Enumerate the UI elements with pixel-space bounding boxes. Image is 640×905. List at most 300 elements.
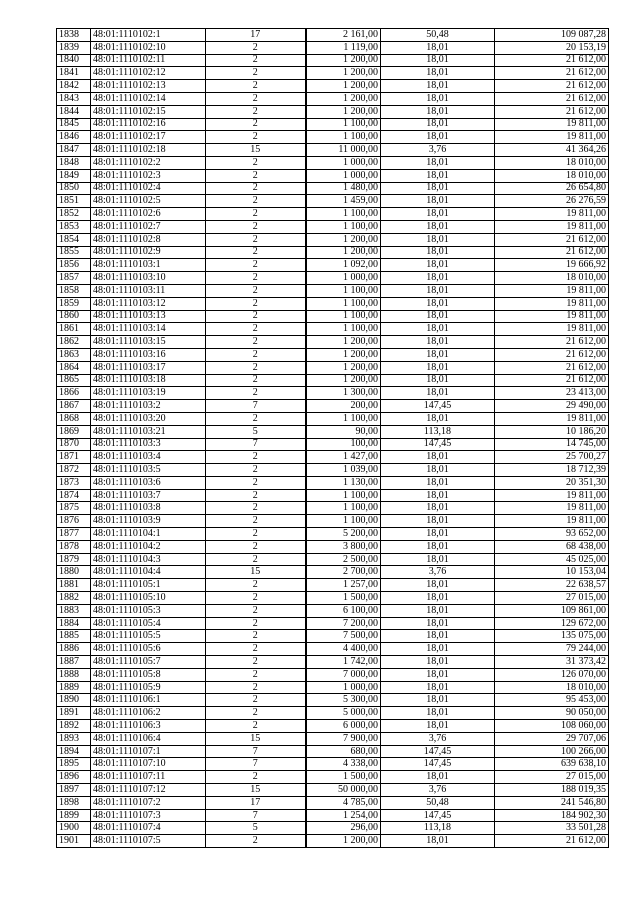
row-number: 1890 bbox=[57, 694, 91, 707]
area-value: 1 300,00 bbox=[306, 387, 381, 400]
cadastral-number: 48:01:1110103:11 bbox=[91, 284, 206, 297]
area-value: 1 000,00 bbox=[306, 169, 381, 182]
cadastral-number: 48:01:1110102:15 bbox=[91, 105, 206, 118]
group-code: 2 bbox=[206, 361, 306, 374]
table-row bbox=[57, 67, 609, 80]
rate-value: 18,01 bbox=[381, 259, 495, 272]
rate-value: 18,01 bbox=[381, 156, 495, 169]
group-code: 2 bbox=[206, 259, 306, 272]
cadastral-value: 19 811,00 bbox=[495, 284, 609, 297]
rate-value: 18,01 bbox=[381, 41, 495, 54]
cadastral-value: 18 010,00 bbox=[495, 156, 609, 169]
area-value: 4 338,00 bbox=[306, 758, 381, 771]
row-number: 1876 bbox=[57, 515, 91, 528]
cadastral-value: 109 861,00 bbox=[495, 604, 609, 617]
cadastral-value: 21 612,00 bbox=[495, 54, 609, 67]
rate-value: 50,48 bbox=[381, 29, 495, 42]
row-number: 1860 bbox=[57, 310, 91, 323]
rate-value: 18,01 bbox=[381, 220, 495, 233]
table-row bbox=[57, 246, 609, 259]
rate-value: 18,01 bbox=[381, 387, 495, 400]
rate-value: 18,01 bbox=[381, 195, 495, 208]
table-row bbox=[57, 784, 609, 797]
group-code: 2 bbox=[206, 208, 306, 221]
group-code: 2 bbox=[206, 464, 306, 477]
row-number: 1896 bbox=[57, 771, 91, 784]
table-row bbox=[57, 515, 609, 528]
table-row bbox=[57, 528, 609, 541]
rate-value: 113,18 bbox=[381, 822, 495, 835]
cadastral-value: 18 010,00 bbox=[495, 681, 609, 694]
area-value: 1 100,00 bbox=[306, 310, 381, 323]
table-row bbox=[57, 707, 609, 720]
cadastral-value: 29 707,06 bbox=[495, 732, 609, 745]
group-code: 2 bbox=[206, 118, 306, 131]
cadastral-value: 20 153,19 bbox=[495, 41, 609, 54]
row-number: 1872 bbox=[57, 464, 91, 477]
cadastral-number: 48:01:1110106:2 bbox=[91, 707, 206, 720]
row-number: 1889 bbox=[57, 681, 91, 694]
group-code: 17 bbox=[206, 29, 306, 42]
group-code: 2 bbox=[206, 656, 306, 669]
area-value: 4 400,00 bbox=[306, 643, 381, 656]
cadastral-number: 48:01:1110102:8 bbox=[91, 233, 206, 246]
table-row bbox=[57, 208, 609, 221]
rate-value: 18,01 bbox=[381, 246, 495, 259]
rate-value: 18,01 bbox=[381, 771, 495, 784]
table-row bbox=[57, 233, 609, 246]
row-number: 1862 bbox=[57, 336, 91, 349]
area-value: 6 100,00 bbox=[306, 604, 381, 617]
group-code: 2 bbox=[206, 156, 306, 169]
rate-value: 18,01 bbox=[381, 361, 495, 374]
row-number: 1839 bbox=[57, 41, 91, 54]
cadastral-number: 48:01:1110105:9 bbox=[91, 681, 206, 694]
rate-value: 18,01 bbox=[381, 604, 495, 617]
cadastral-number: 48:01:1110103:6 bbox=[91, 476, 206, 489]
area-value: 4 785,00 bbox=[306, 796, 381, 809]
table-row bbox=[57, 630, 609, 643]
cadastral-value: 108 060,00 bbox=[495, 720, 609, 733]
rate-value: 18,01 bbox=[381, 284, 495, 297]
group-code: 2 bbox=[206, 502, 306, 515]
cadastral-value: 100 266,00 bbox=[495, 745, 609, 758]
rate-value: 147,45 bbox=[381, 745, 495, 758]
table-row bbox=[57, 668, 609, 681]
table-row bbox=[57, 118, 609, 131]
table-row bbox=[57, 348, 609, 361]
rate-value: 18,01 bbox=[381, 451, 495, 464]
rate-value: 18,01 bbox=[381, 528, 495, 541]
rate-value: 18,01 bbox=[381, 502, 495, 515]
cadastral-number: 48:01:1110102:3 bbox=[91, 169, 206, 182]
cadastral-value: 19 811,00 bbox=[495, 220, 609, 233]
group-code: 17 bbox=[206, 796, 306, 809]
group-code: 2 bbox=[206, 233, 306, 246]
area-value: 1 100,00 bbox=[306, 515, 381, 528]
group-code: 15 bbox=[206, 566, 306, 579]
cadastral-number: 48:01:1110102:9 bbox=[91, 246, 206, 259]
rate-value: 18,01 bbox=[381, 668, 495, 681]
area-value: 2 161,00 bbox=[306, 29, 381, 42]
table-row bbox=[57, 105, 609, 118]
group-code: 2 bbox=[206, 668, 306, 681]
group-code: 2 bbox=[206, 246, 306, 259]
cadastral-value: 27 015,00 bbox=[495, 771, 609, 784]
area-value: 1 130,00 bbox=[306, 476, 381, 489]
rate-value: 3,76 bbox=[381, 732, 495, 745]
rate-value: 113,18 bbox=[381, 425, 495, 438]
table-row bbox=[57, 809, 609, 822]
row-number: 1885 bbox=[57, 630, 91, 643]
table-row bbox=[57, 54, 609, 67]
cadastral-number: 48:01:1110103:5 bbox=[91, 464, 206, 477]
cadastral-value: 21 612,00 bbox=[495, 67, 609, 80]
row-number: 1856 bbox=[57, 259, 91, 272]
rate-value: 18,01 bbox=[381, 681, 495, 694]
rate-value: 18,01 bbox=[381, 131, 495, 144]
group-code: 5 bbox=[206, 822, 306, 835]
rate-value: 18,01 bbox=[381, 67, 495, 80]
cadastral-value: 93 652,00 bbox=[495, 528, 609, 541]
group-code: 7 bbox=[206, 758, 306, 771]
group-code: 2 bbox=[206, 374, 306, 387]
rate-value: 18,01 bbox=[381, 105, 495, 118]
cadastral-value: 95 453,00 bbox=[495, 694, 609, 707]
table-row bbox=[57, 144, 609, 157]
cadastral-value: 21 612,00 bbox=[495, 233, 609, 246]
group-code: 7 bbox=[206, 400, 306, 413]
row-number: 1888 bbox=[57, 668, 91, 681]
rate-value: 18,01 bbox=[381, 412, 495, 425]
table-row bbox=[57, 374, 609, 387]
cadastral-value: 18 712,39 bbox=[495, 464, 609, 477]
area-value: 1 200,00 bbox=[306, 361, 381, 374]
cadastral-number: 48:01:1110105:3 bbox=[91, 604, 206, 617]
row-number: 1841 bbox=[57, 67, 91, 80]
cadastral-number: 48:01:1110102:1 bbox=[91, 29, 206, 42]
cadastral-value: 126 070,00 bbox=[495, 668, 609, 681]
group-code: 2 bbox=[206, 387, 306, 400]
cadastral-value: 31 373,42 bbox=[495, 656, 609, 669]
cadastral-number: 48:01:1110102:18 bbox=[91, 144, 206, 157]
cadastral-number: 48:01:1110103:1 bbox=[91, 259, 206, 272]
cadastral-value: 19 811,00 bbox=[495, 502, 609, 515]
table-row bbox=[57, 284, 609, 297]
table-row bbox=[57, 272, 609, 285]
row-number: 1883 bbox=[57, 604, 91, 617]
row-number: 1897 bbox=[57, 784, 91, 797]
cadastral-number: 48:01:1110102:4 bbox=[91, 182, 206, 195]
cadastral-number: 48:01:1110104:2 bbox=[91, 540, 206, 553]
table-row bbox=[57, 220, 609, 233]
group-code: 2 bbox=[206, 348, 306, 361]
group-code: 2 bbox=[206, 720, 306, 733]
table-row bbox=[57, 617, 609, 630]
row-number: 1880 bbox=[57, 566, 91, 579]
rate-value: 147,45 bbox=[381, 438, 495, 451]
row-number: 1869 bbox=[57, 425, 91, 438]
group-code: 2 bbox=[206, 169, 306, 182]
group-code: 2 bbox=[206, 476, 306, 489]
row-number: 1849 bbox=[57, 169, 91, 182]
cadastral-number: 48:01:1110103:19 bbox=[91, 387, 206, 400]
table-row bbox=[57, 464, 609, 477]
area-value: 7 900,00 bbox=[306, 732, 381, 745]
group-code: 2 bbox=[206, 310, 306, 323]
row-number: 1870 bbox=[57, 438, 91, 451]
area-value: 5 200,00 bbox=[306, 528, 381, 541]
group-code: 2 bbox=[206, 553, 306, 566]
area-value: 1 480,00 bbox=[306, 182, 381, 195]
row-number: 1893 bbox=[57, 732, 91, 745]
area-value: 1 200,00 bbox=[306, 374, 381, 387]
cadastral-value: 19 811,00 bbox=[495, 118, 609, 131]
rate-value: 18,01 bbox=[381, 656, 495, 669]
rate-value: 18,01 bbox=[381, 182, 495, 195]
group-code: 15 bbox=[206, 732, 306, 745]
area-value: 1 000,00 bbox=[306, 681, 381, 694]
area-value: 1 200,00 bbox=[306, 246, 381, 259]
row-number: 1898 bbox=[57, 796, 91, 809]
cadastral-value: 23 413,00 bbox=[495, 387, 609, 400]
group-code: 2 bbox=[206, 272, 306, 285]
group-code: 15 bbox=[206, 784, 306, 797]
cadastral-value: 109 087,28 bbox=[495, 29, 609, 42]
rate-value: 18,01 bbox=[381, 476, 495, 489]
cadastral-number: 48:01:1110105:8 bbox=[91, 668, 206, 681]
table-row bbox=[57, 29, 609, 42]
row-number: 1846 bbox=[57, 131, 91, 144]
area-value: 90,00 bbox=[306, 425, 381, 438]
row-number: 1882 bbox=[57, 592, 91, 605]
area-value: 1 100,00 bbox=[306, 284, 381, 297]
cadastral-value: 45 025,00 bbox=[495, 553, 609, 566]
cadastral-number: 48:01:1110103:21 bbox=[91, 425, 206, 438]
cadastral-number: 48:01:1110103:13 bbox=[91, 310, 206, 323]
row-number: 1838 bbox=[57, 29, 91, 42]
row-number: 1843 bbox=[57, 92, 91, 105]
row-number: 1871 bbox=[57, 451, 91, 464]
rate-value: 18,01 bbox=[381, 348, 495, 361]
group-code: 2 bbox=[206, 540, 306, 553]
group-code: 2 bbox=[206, 323, 306, 336]
row-number: 1848 bbox=[57, 156, 91, 169]
cadastral-value: 25 700,27 bbox=[495, 451, 609, 464]
cadastral-number: 48:01:1110105:1 bbox=[91, 579, 206, 592]
cadastral-number: 48:01:1110107:4 bbox=[91, 822, 206, 835]
cadastral-value: 21 612,00 bbox=[495, 336, 609, 349]
group-code: 7 bbox=[206, 745, 306, 758]
cadastral-number: 48:01:1110102:7 bbox=[91, 220, 206, 233]
table-row bbox=[57, 400, 609, 413]
group-code: 2 bbox=[206, 515, 306, 528]
table-row bbox=[57, 425, 609, 438]
cadastral-number: 48:01:1110107:10 bbox=[91, 758, 206, 771]
group-code: 7 bbox=[206, 438, 306, 451]
row-number: 1867 bbox=[57, 400, 91, 413]
area-value: 1 100,00 bbox=[306, 412, 381, 425]
row-number: 1857 bbox=[57, 272, 91, 285]
row-number: 1894 bbox=[57, 745, 91, 758]
area-value: 2 500,00 bbox=[306, 553, 381, 566]
group-code: 2 bbox=[206, 195, 306, 208]
row-number: 1892 bbox=[57, 720, 91, 733]
area-value: 1 427,00 bbox=[306, 451, 381, 464]
row-number: 1884 bbox=[57, 617, 91, 630]
area-value: 1 100,00 bbox=[306, 489, 381, 502]
cadastral-value: 18 010,00 bbox=[495, 169, 609, 182]
area-value: 1 100,00 bbox=[306, 220, 381, 233]
cadastral-value: 10 153,04 bbox=[495, 566, 609, 579]
cadastral-value: 21 612,00 bbox=[495, 348, 609, 361]
rate-value: 3,76 bbox=[381, 144, 495, 157]
cadastral-value: 639 638,10 bbox=[495, 758, 609, 771]
group-code: 2 bbox=[206, 284, 306, 297]
table-row bbox=[57, 336, 609, 349]
area-value: 1 119,00 bbox=[306, 41, 381, 54]
cadastral-number: 48:01:1110102:5 bbox=[91, 195, 206, 208]
table-row bbox=[57, 387, 609, 400]
rate-value: 18,01 bbox=[381, 720, 495, 733]
area-value: 1 092,00 bbox=[306, 259, 381, 272]
group-code: 2 bbox=[206, 220, 306, 233]
table-row bbox=[57, 361, 609, 374]
area-value: 7 200,00 bbox=[306, 617, 381, 630]
cadastral-number: 48:01:1110103:12 bbox=[91, 297, 206, 310]
row-number: 1900 bbox=[57, 822, 91, 835]
table-row bbox=[57, 476, 609, 489]
group-code: 2 bbox=[206, 630, 306, 643]
cadastral-number: 48:01:1110103:3 bbox=[91, 438, 206, 451]
area-value: 1 500,00 bbox=[306, 592, 381, 605]
cadastral-number: 48:01:1110104:3 bbox=[91, 553, 206, 566]
table-row bbox=[57, 643, 609, 656]
group-code: 5 bbox=[206, 425, 306, 438]
row-number: 1901 bbox=[57, 835, 91, 848]
table-row bbox=[57, 310, 609, 323]
group-code: 2 bbox=[206, 771, 306, 784]
area-value: 6 000,00 bbox=[306, 720, 381, 733]
cadastral-value: 10 186,20 bbox=[495, 425, 609, 438]
area-value: 1 100,00 bbox=[306, 297, 381, 310]
cadastral-number: 48:01:1110102:10 bbox=[91, 41, 206, 54]
area-value: 1 200,00 bbox=[306, 80, 381, 93]
area-value: 1 500,00 bbox=[306, 771, 381, 784]
group-code: 2 bbox=[206, 579, 306, 592]
cadastral-number: 48:01:1110103:10 bbox=[91, 272, 206, 285]
row-number: 1844 bbox=[57, 105, 91, 118]
table-row bbox=[57, 604, 609, 617]
group-code: 2 bbox=[206, 182, 306, 195]
cadastral-number: 48:01:1110107:1 bbox=[91, 745, 206, 758]
rate-value: 18,01 bbox=[381, 835, 495, 848]
row-number: 1868 bbox=[57, 412, 91, 425]
table-row bbox=[57, 758, 609, 771]
cadastral-number: 48:01:1110103:8 bbox=[91, 502, 206, 515]
cadastral-value: 14 745,00 bbox=[495, 438, 609, 451]
table-row bbox=[57, 502, 609, 515]
cadastral-value: 129 672,00 bbox=[495, 617, 609, 630]
group-code: 2 bbox=[206, 489, 306, 502]
table-row bbox=[57, 592, 609, 605]
cadastral-value: 241 546,80 bbox=[495, 796, 609, 809]
rate-value: 18,01 bbox=[381, 272, 495, 285]
cadastral-number: 48:01:1110105:6 bbox=[91, 643, 206, 656]
area-value: 1 100,00 bbox=[306, 208, 381, 221]
cadastral-value: 26 276,59 bbox=[495, 195, 609, 208]
cadastral-value: 19 811,00 bbox=[495, 489, 609, 502]
cadastral-number: 48:01:1110102:14 bbox=[91, 92, 206, 105]
rate-value: 18,01 bbox=[381, 336, 495, 349]
cadastral-number: 48:01:1110103:14 bbox=[91, 323, 206, 336]
table-row bbox=[57, 579, 609, 592]
group-code: 2 bbox=[206, 54, 306, 67]
row-number: 1851 bbox=[57, 195, 91, 208]
table-row bbox=[57, 259, 609, 272]
area-value: 200,00 bbox=[306, 400, 381, 413]
row-number: 1891 bbox=[57, 707, 91, 720]
row-number: 1881 bbox=[57, 579, 91, 592]
table-row bbox=[57, 169, 609, 182]
rate-value: 18,01 bbox=[381, 489, 495, 502]
row-number: 1886 bbox=[57, 643, 91, 656]
area-value: 11 000,00 bbox=[306, 144, 381, 157]
cadastral-value: 135 075,00 bbox=[495, 630, 609, 643]
row-number: 1895 bbox=[57, 758, 91, 771]
group-code: 2 bbox=[206, 67, 306, 80]
area-value: 1 039,00 bbox=[306, 464, 381, 477]
table-row bbox=[57, 694, 609, 707]
group-code: 2 bbox=[206, 835, 306, 848]
cadastral-number: 48:01:1110103:9 bbox=[91, 515, 206, 528]
cadastral-value: 22 638,57 bbox=[495, 579, 609, 592]
group-code: 2 bbox=[206, 592, 306, 605]
table-row bbox=[57, 323, 609, 336]
rate-value: 18,01 bbox=[381, 617, 495, 630]
area-value: 1 257,00 bbox=[306, 579, 381, 592]
table-row bbox=[57, 489, 609, 502]
area-value: 1 742,00 bbox=[306, 656, 381, 669]
rate-value: 18,01 bbox=[381, 464, 495, 477]
row-number: 1861 bbox=[57, 323, 91, 336]
group-code: 2 bbox=[206, 528, 306, 541]
area-value: 1 200,00 bbox=[306, 67, 381, 80]
table-row bbox=[57, 681, 609, 694]
area-value: 1 100,00 bbox=[306, 502, 381, 515]
cadastral-number: 48:01:1110103:7 bbox=[91, 489, 206, 502]
area-value: 1 200,00 bbox=[306, 92, 381, 105]
area-value: 5 000,00 bbox=[306, 707, 381, 720]
rate-value: 3,76 bbox=[381, 784, 495, 797]
cadastral-number: 48:01:1110103:17 bbox=[91, 361, 206, 374]
cadastral-number: 48:01:1110106:1 bbox=[91, 694, 206, 707]
group-code: 2 bbox=[206, 681, 306, 694]
table-row bbox=[57, 656, 609, 669]
group-code: 2 bbox=[206, 41, 306, 54]
rate-value: 147,45 bbox=[381, 809, 495, 822]
cadastral-value: 26 654,80 bbox=[495, 182, 609, 195]
rate-value: 18,01 bbox=[381, 707, 495, 720]
area-value: 1 000,00 bbox=[306, 156, 381, 169]
cadastral-value: 188 019,35 bbox=[495, 784, 609, 797]
cadastral-value-table bbox=[56, 28, 609, 848]
rate-value: 18,01 bbox=[381, 54, 495, 67]
table-row bbox=[57, 553, 609, 566]
table-row bbox=[57, 771, 609, 784]
table-row bbox=[57, 92, 609, 105]
rate-value: 18,01 bbox=[381, 310, 495, 323]
